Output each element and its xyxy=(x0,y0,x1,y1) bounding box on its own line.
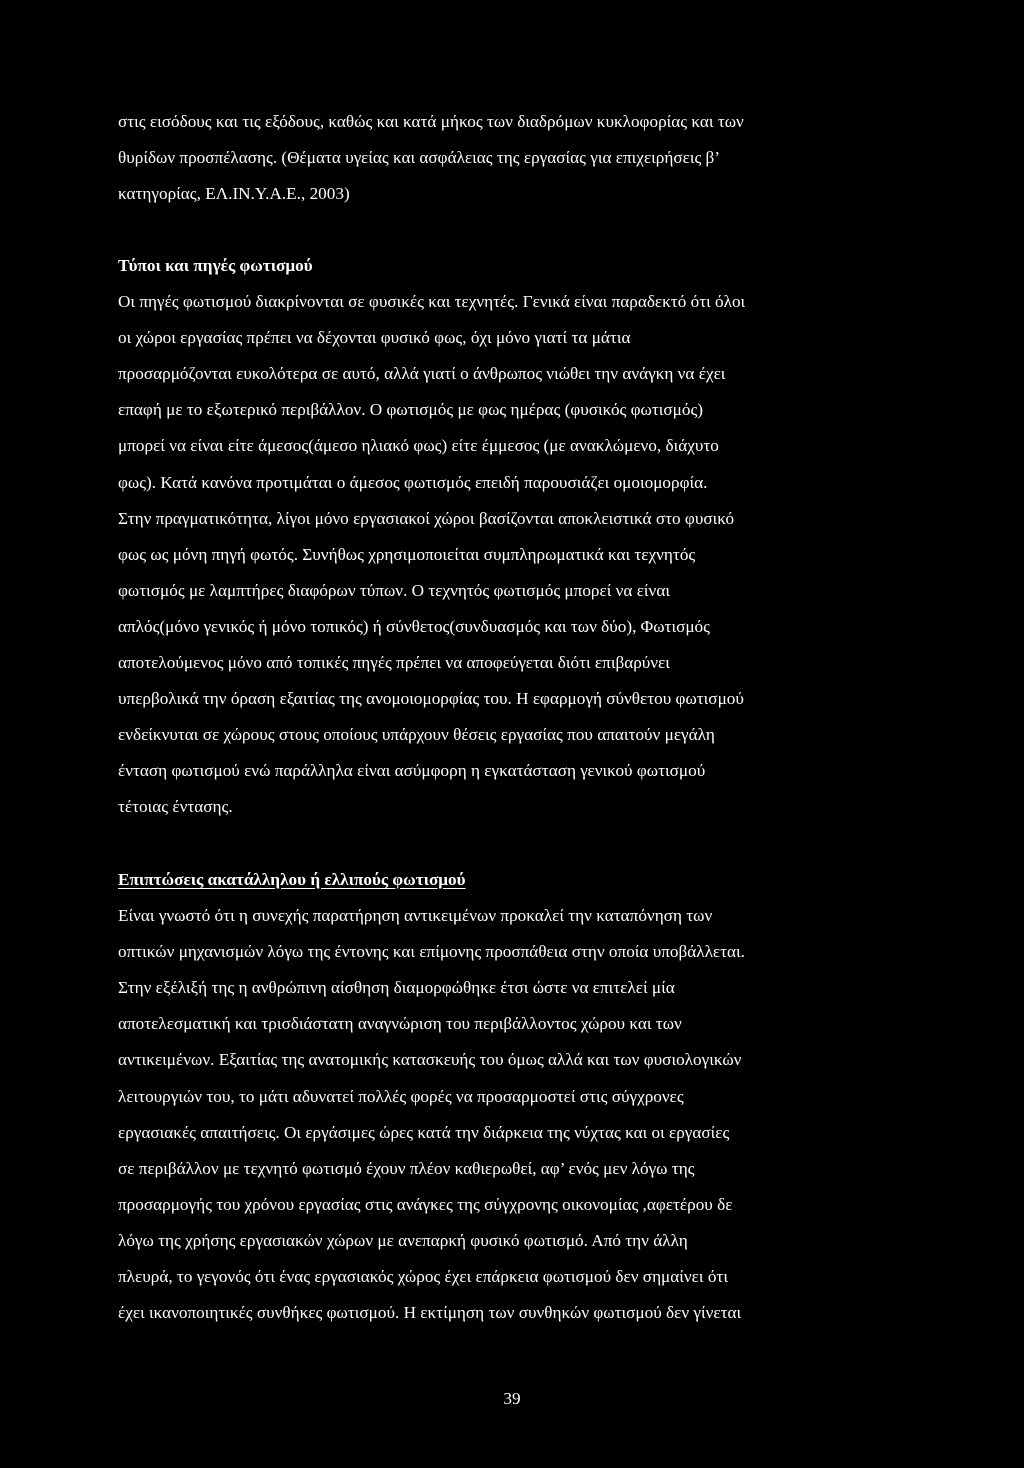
text-line: λειτουργιών του, το μάτι αδυνατεί πολλές φορές να προσαρμοστεί στις σύγχρονες xyxy=(118,1087,684,1106)
text-line: Είναι γνωστό ότι η συνεχής παρατήρηση αντικειμένων προκαλεί την καταπόνηση των xyxy=(118,906,713,925)
text-line: οπτικών μηχανισμών λόγω της έντονης και επίμονης προσπάθεια στην οποία υποβάλλεται. xyxy=(118,942,745,961)
text-line: αντικειμένων. Εξαιτίας της ανατομικής κατασκευής του όμως αλλά και των φυσιολογικών xyxy=(118,1050,742,1069)
text-line: θυρίδων προσπέλασης. (Θέματα υγείας και ασφάλειας της εργασίας για επιχειρήσεις β’ xyxy=(118,148,721,167)
section-heading: Τύποι και πηγές φωτισμού xyxy=(118,256,313,275)
text-line: ενδείκνυται σε χώρους στους οποίους υπάρχουν θέσεις εργασίας που απαιτούν μεγάλη xyxy=(118,725,715,744)
text-line: Στην πραγματικότητα, λίγοι μόνο εργασιακοί χώροι βασίζονται αποκλειστικά στο φυσικό xyxy=(118,509,735,528)
text-line: επαφή με το εξωτερικό περιβάλλον. Ο φωτισμός με φως ημέρας (φυσικός φωτισμός) xyxy=(118,400,704,419)
text-line: τέτοιας έντασης. xyxy=(118,797,233,816)
text-line: αποτελεσματική και τρισδιάστατη αναγνώριση του περιβάλλοντος χώρου και των xyxy=(118,1014,682,1033)
text-line: υπερβολικά την όραση εξαιτίας της ανομοιομορφίας του. Η εφαρμογή σύνθετου φωτισμού xyxy=(118,689,744,708)
text-line: κατηγορίας, ΕΛ.ΙΝ.Υ.Α.Ε., 2003) xyxy=(118,184,350,203)
text-line: σε περιβάλλον με τεχνητό φωτισμό έχουν πλέον καθιερωθεί, αφ’ ενός μεν λόγω της xyxy=(118,1159,695,1178)
text-line: οι χώροι εργασίας πρέπει να δέχονται φυσικό φως, όχι μόνο γιατί τα μάτια xyxy=(118,328,631,347)
text-line: ένταση φωτισμού ενώ παράλληλα είναι ασύμφορη η εγκατάσταση γενικού φωτισμού xyxy=(118,761,706,780)
text-line: φωτισμός με λαμπτήρες διαφόρων τύπων. Ο τεχνητός φωτισμός μπορεί να είναι xyxy=(118,581,670,600)
text-line: προσαρμόζονται ευκολότερα σε αυτό, αλλά γιατί ο άνθρωπος νιώθει την ανάγκη να έχει xyxy=(118,364,726,383)
text-line: φως). Κατά κανόνα προτιμάται ο άμεσος φωτισμός επειδή παρουσιάζει ομοιομορφία. xyxy=(118,473,708,492)
text-line: μπορεί να είναι είτε άμεσος(άμεσο ηλιακό φως) είτε έμμεσος (με ανακλώμενο, διάχυτο xyxy=(118,436,719,455)
text-line: απλός(μόνο γενικός ή μόνο τοπικός) ή σύνθετος(συνδυασμός και των δύο), Φωτισμός xyxy=(118,617,710,636)
section-heading: Επιπτώσεις ακατάλληλου ή ελλιπούς φωτισμού xyxy=(118,870,466,889)
text-line: Στην εξέλιξή της η ανθρώπινη αίσθηση διαμορφώθηκε έτσι ώστε να επιτελεί μία xyxy=(118,978,675,997)
text-line: αποτελούμενος μόνο από τοπικές πηγές πρέπει να αποφεύγεται διότι επιβαρύνει xyxy=(118,653,670,672)
text-line: έχει ικανοποιητικές συνθήκες φωτισμού. Η εκτίμηση των συνθηκών φωτισμού δεν γίνεται xyxy=(118,1303,742,1322)
text-line: πλευρά, το γεγονός ότι ένας εργασιακός χώρος έχει επάρκεια φωτισμού δεν σημαίνει ότι xyxy=(118,1267,728,1286)
text-line: φως ως μόνη πηγή φωτός. Συνήθως χρησιμοποιείται συμπληρωματικά και τεχνητός xyxy=(118,545,696,564)
text-line: εργασιακές απαιτήσεις. Οι εργάσιμες ώρες κατά την διάρκεια της νύχτας και οι εργασίες xyxy=(118,1123,730,1142)
text-line: Οι πηγές φωτισμού διακρίνονται σε φυσικές και τεχνητές. Γενικά είναι παραδεκτό ότι όλοι xyxy=(118,292,746,311)
text-line: προσαρμογής του χρόνου εργασίας στις ανάγκες της σύγχρονης οικονομίας ,αφετέρου δε xyxy=(118,1195,733,1214)
text-line: λόγω της χρήσης εργασιακών χώρων με ανεπαρκή φυσικό φωτισμό. Από την άλλη xyxy=(118,1231,688,1250)
text-line: στις εισόδους και τις εξόδους, καθώς και κατά μήκος των διαδρόμων κυκλοφορίας και των xyxy=(118,112,744,131)
page-number: 39 xyxy=(503,1389,521,1408)
